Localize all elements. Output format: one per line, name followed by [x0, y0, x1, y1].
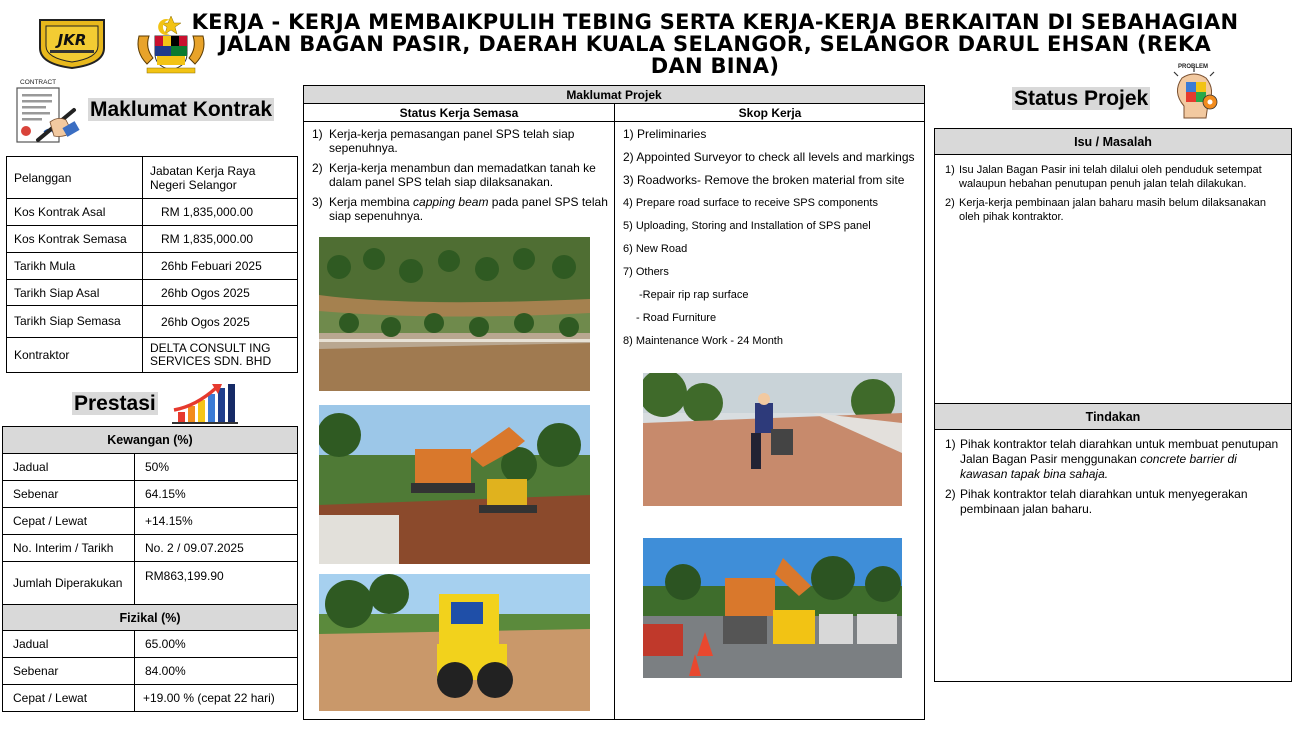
- prestasi-table: [2, 426, 298, 712]
- list-item: 7) Others: [623, 266, 669, 278]
- bar-chart-growth-icon: [172, 380, 238, 424]
- status-kerja-list: [312, 127, 608, 229]
- table-row: [7, 338, 298, 373]
- table-row: [3, 658, 298, 685]
- row-value: 26hb Ogos 2025: [143, 306, 298, 338]
- list-item: 1) Kerja-kerja pemasangan panel SPS telah siap sepenuhnya.: [312, 127, 575, 155]
- row-label: Sebenar: [3, 481, 135, 508]
- table-row: [3, 508, 298, 535]
- isu-masalah-heading: Isu / Masalah: [935, 129, 1291, 155]
- isu-masalah-panel: [934, 128, 1292, 404]
- prestasi-heading: Prestasi: [74, 392, 156, 415]
- list-item: 2) Kerja-kerja menambun dan memadatkan tanah ke dalam panel SPS telah siap dilaksanakan.: [312, 161, 596, 189]
- row-label: Cepat / Lewat: [3, 685, 135, 712]
- tindakan-heading: Tindakan: [935, 404, 1291, 430]
- list-item: 2) Pihak kontraktor telah diarahkan untuk menyegerakan pembinaan jalan baharu.: [945, 487, 1248, 516]
- row-value: Jabatan Kerja Raya Negeri Selangor: [143, 157, 298, 199]
- list-item: 1) Preliminaries: [623, 127, 707, 141]
- list-item: 6) New Road: [623, 243, 688, 255]
- row-label: No. Interim / Tarikh: [3, 535, 135, 562]
- row-label: Jumlah Diperakukan: [3, 562, 135, 605]
- table-row: [7, 157, 298, 199]
- row-label: Jadual: [3, 454, 135, 481]
- tindakan-panel: [934, 403, 1292, 682]
- skop-kerja-list: [623, 127, 923, 357]
- row-value: RM 1,835,000.00: [143, 226, 298, 253]
- contract-signing-icon: [14, 76, 80, 152]
- row-label: Kos Kontrak Semasa: [7, 226, 143, 253]
- list-item: 4) Prepare road surface to receive SPS components: [623, 197, 878, 209]
- row-label: Jadual: [3, 631, 135, 658]
- list-item: 5) Uploading, Storing and Installation of SPS panel: [623, 220, 871, 232]
- row-label: Cepat / Lewat: [3, 508, 135, 535]
- row-label: Tarikh Mula: [7, 253, 143, 280]
- row-value: No. 2 / 09.07.2025: [135, 535, 298, 562]
- row-label: Kontraktor: [7, 338, 143, 373]
- row-label: Tarikh Siap Semasa: [7, 306, 143, 338]
- list-item: 8) Maintenance Work - 24 Month: [623, 335, 783, 347]
- table-row: [3, 535, 298, 562]
- list-item: 3) Kerja membina capping beam pada panel SPS telah siap sepenuhnya.: [312, 195, 608, 223]
- table-row: [3, 481, 298, 508]
- column-divider: [614, 104, 615, 720]
- row-label: Sebenar: [3, 658, 135, 685]
- row-value: +19.00 % (cepat 22 hari): [135, 685, 298, 712]
- table-row: [3, 631, 298, 658]
- status-projek-heading: Status Projek: [1014, 87, 1149, 110]
- tindakan-list: [935, 430, 1291, 517]
- row-label: Tarikh Siap Asal: [7, 280, 143, 306]
- isu-list: [935, 155, 1291, 224]
- row-value: 26hb Ogos 2025: [143, 280, 298, 306]
- table-row: [3, 685, 298, 712]
- list-item: 1) Pihak kontraktor telah diarahkan untuk membuat penutupan Jalan Bagan Pasir menggunakan concrete barrier di kawasan tapak bina sahaja.: [945, 437, 1279, 481]
- table-row: [7, 199, 298, 226]
- list-item: 2) Appointed Surveyor to check all levels and markings: [623, 150, 915, 164]
- kontrak-table: [6, 156, 298, 373]
- road-compaction-photo: [643, 373, 902, 506]
- fizikal-heading: Fizikal (%): [3, 605, 298, 631]
- skop-kerja-heading: Skop Kerja: [615, 105, 925, 122]
- row-value: RM 1,835,000.00: [143, 199, 298, 226]
- row-value: DELTA CONSULT ING SERVICES SDN. BHD: [143, 338, 298, 373]
- list-item: -Repair rip rap surface: [639, 289, 749, 301]
- row-value: 50%: [135, 454, 298, 481]
- aerial-site-photo: [319, 237, 590, 391]
- kontrak-heading: Maklumat Kontrak: [90, 98, 273, 121]
- row-value: 65.00%: [135, 631, 298, 658]
- jkr-logo-icon: [36, 18, 108, 70]
- row-label: Kos Kontrak Asal: [7, 199, 143, 226]
- row-value: 64.15%: [135, 481, 298, 508]
- page-title: KERJA - KERJA MEMBAIKPULIH TEBING SERTA KERJA-KERJA BERKAITAN DI SEBAHAGIAN JALAN BAGAN PASIR, DAERAH KUALA SELANGOR, SELANGOR DARUL EHSAN (REKA DAN BINA): [191, 10, 1239, 78]
- row-label: Pelanggan: [7, 157, 143, 199]
- list-item: 3) Roadworks- Remove the broken material from site: [623, 173, 905, 187]
- table-row: [3, 454, 298, 481]
- maklumat-projek-heading: Maklumat Projek: [304, 86, 924, 104]
- kewangan-heading: Kewangan (%): [3, 427, 298, 454]
- table-row: [3, 605, 298, 631]
- row-value: +14.15%: [135, 508, 298, 535]
- row-value: 84.00%: [135, 658, 298, 685]
- maklumat-projek-panel: [303, 85, 925, 720]
- table-row: [7, 306, 298, 338]
- table-row: [7, 226, 298, 253]
- excavator-photo: [319, 405, 590, 564]
- roller-compactor-photo: [319, 574, 590, 711]
- list-item: 2) Kerja-kerja pembinaan jalan baharu masih belum dilaksanakan oleh pihak kontraktor.: [945, 197, 1266, 223]
- status-kerja-heading: Status Kerja Semasa: [304, 105, 614, 122]
- problem-puzzle-head-icon: [1166, 60, 1222, 126]
- problem-icon-label: PROBLEM: [1178, 64, 1208, 70]
- jkr-logo-text: JKR: [57, 31, 87, 49]
- table-row: [3, 562, 298, 605]
- contract-icon-label: CONTRACT: [20, 79, 57, 86]
- row-value: 26hb Febuari 2025: [143, 253, 298, 280]
- table-row: [3, 427, 298, 454]
- list-item: - Road Furniture: [636, 312, 717, 324]
- road-barrier-photo: [643, 538, 902, 678]
- list-item: 1) Isu Jalan Bagan Pasir ini telah dilalui oleh penduduk setempat walaupun hebahan penutupan penuh jalan telah dilakukan.: [945, 164, 1262, 190]
- table-row: [7, 280, 298, 306]
- table-row: [7, 253, 298, 280]
- row-value: RM863,199.90: [135, 562, 298, 605]
